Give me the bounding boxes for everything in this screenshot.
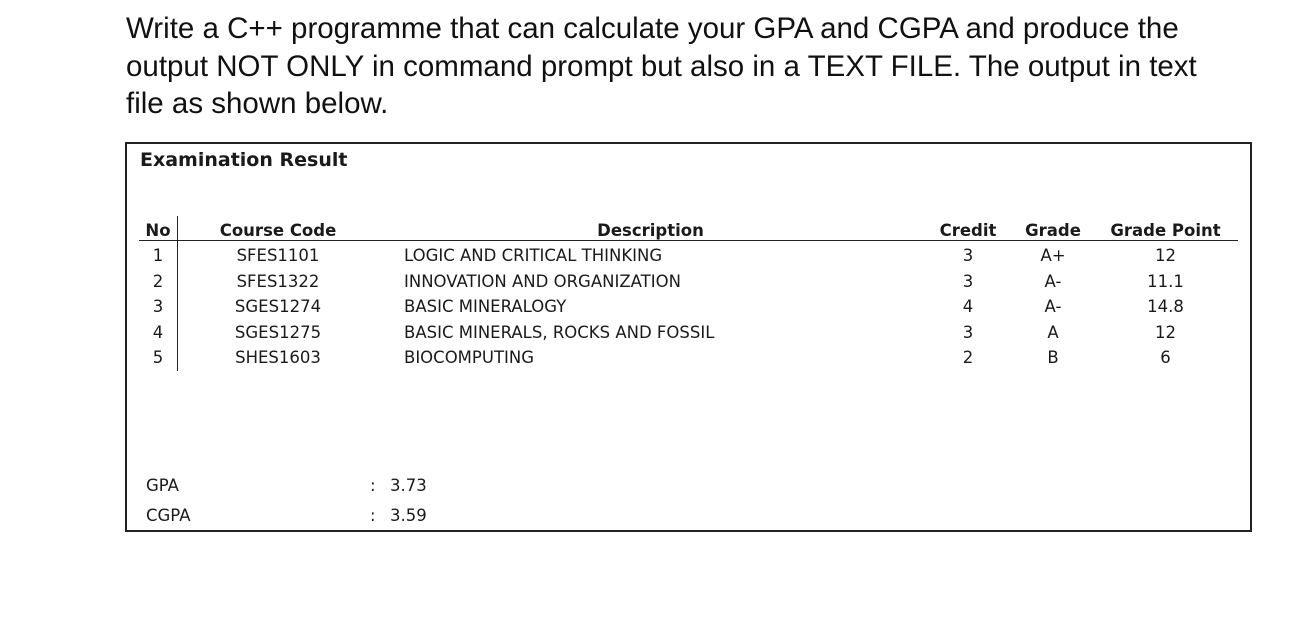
question-text: [126, 10, 1246, 123]
cell-no: 2: [139, 269, 178, 295]
cell-grade-point: 11.1: [1147, 271, 1184, 291]
cell-description: BASIC MINERALOGY: [404, 297, 567, 317]
cell-grade: A+: [1040, 246, 1066, 266]
grade-table: [139, 216, 1238, 371]
cell-grade-point: 12: [1155, 322, 1176, 342]
result-title: Examination Result: [140, 149, 348, 171]
question-line-3: file as shown below.: [126, 87, 389, 120]
cell-no: 5: [139, 345, 178, 371]
cgpa-label: CGPA: [146, 506, 191, 525]
cell-no: 3: [139, 294, 178, 320]
table-row: [139, 269, 1238, 295]
gpa-label: GPA: [146, 476, 179, 495]
cell-description: LOGIC AND CRITICAL THINKING: [404, 246, 663, 266]
cell-credit: 2: [962, 348, 974, 368]
cell-credit: 3: [962, 246, 974, 266]
table-header-row: [139, 216, 1238, 241]
table-row: [139, 294, 1238, 320]
cell-no: 4: [139, 320, 178, 346]
cgpa-value: 3.59: [390, 506, 427, 525]
gpa-value: 3.73: [390, 476, 427, 495]
header-credit: Credit: [923, 216, 1013, 241]
header-description: Description: [378, 216, 923, 241]
cell-grade-point: 6: [1160, 348, 1171, 368]
header-grade-point: Grade Point: [1093, 216, 1238, 241]
cell-no: 1: [139, 241, 178, 269]
gpa-separator: :: [370, 476, 376, 495]
question-line-1: Write a C++ programme that can calculate your GPA and CGPA and produce the: [126, 12, 1179, 45]
header-grade: Grade: [1013, 216, 1093, 241]
cell-credit: 4: [962, 297, 974, 317]
table-row: [139, 320, 1238, 346]
examination-result-box: [125, 142, 1252, 532]
cell-description: BASIC MINERALS, ROCKS AND FOSSIL: [404, 322, 715, 342]
question-line-2: output NOT ONLY in command prompt but also in a TEXT FILE. The output in text: [126, 49, 1197, 83]
cell-course-code: SFES1322: [236, 271, 320, 291]
header-course-code: Course Code: [178, 216, 379, 241]
cell-course-code: SGES1274: [234, 297, 322, 317]
cell-credit: 3: [962, 271, 974, 291]
cell-grade: A-: [1044, 297, 1062, 317]
cell-course-code: SGES1275: [234, 322, 322, 342]
cell-grade: A-: [1044, 271, 1062, 291]
cell-grade: A: [1047, 322, 1059, 342]
header-no: No: [139, 216, 178, 241]
cell-credit: 3: [962, 322, 974, 342]
cell-description: BIOCOMPUTING: [404, 348, 535, 368]
cell-grade-point: 12: [1155, 246, 1176, 266]
table-row: [139, 345, 1238, 371]
cell-grade: B: [1047, 348, 1059, 368]
cell-course-code: SHES1603: [235, 348, 321, 368]
cell-course-code: SFES1101: [236, 246, 320, 266]
cell-description: INNOVATION AND ORGANIZATION: [404, 271, 681, 291]
table-row: [139, 241, 1238, 269]
cell-grade-point: 14.8: [1147, 297, 1184, 317]
cgpa-separator: :: [370, 506, 376, 525]
